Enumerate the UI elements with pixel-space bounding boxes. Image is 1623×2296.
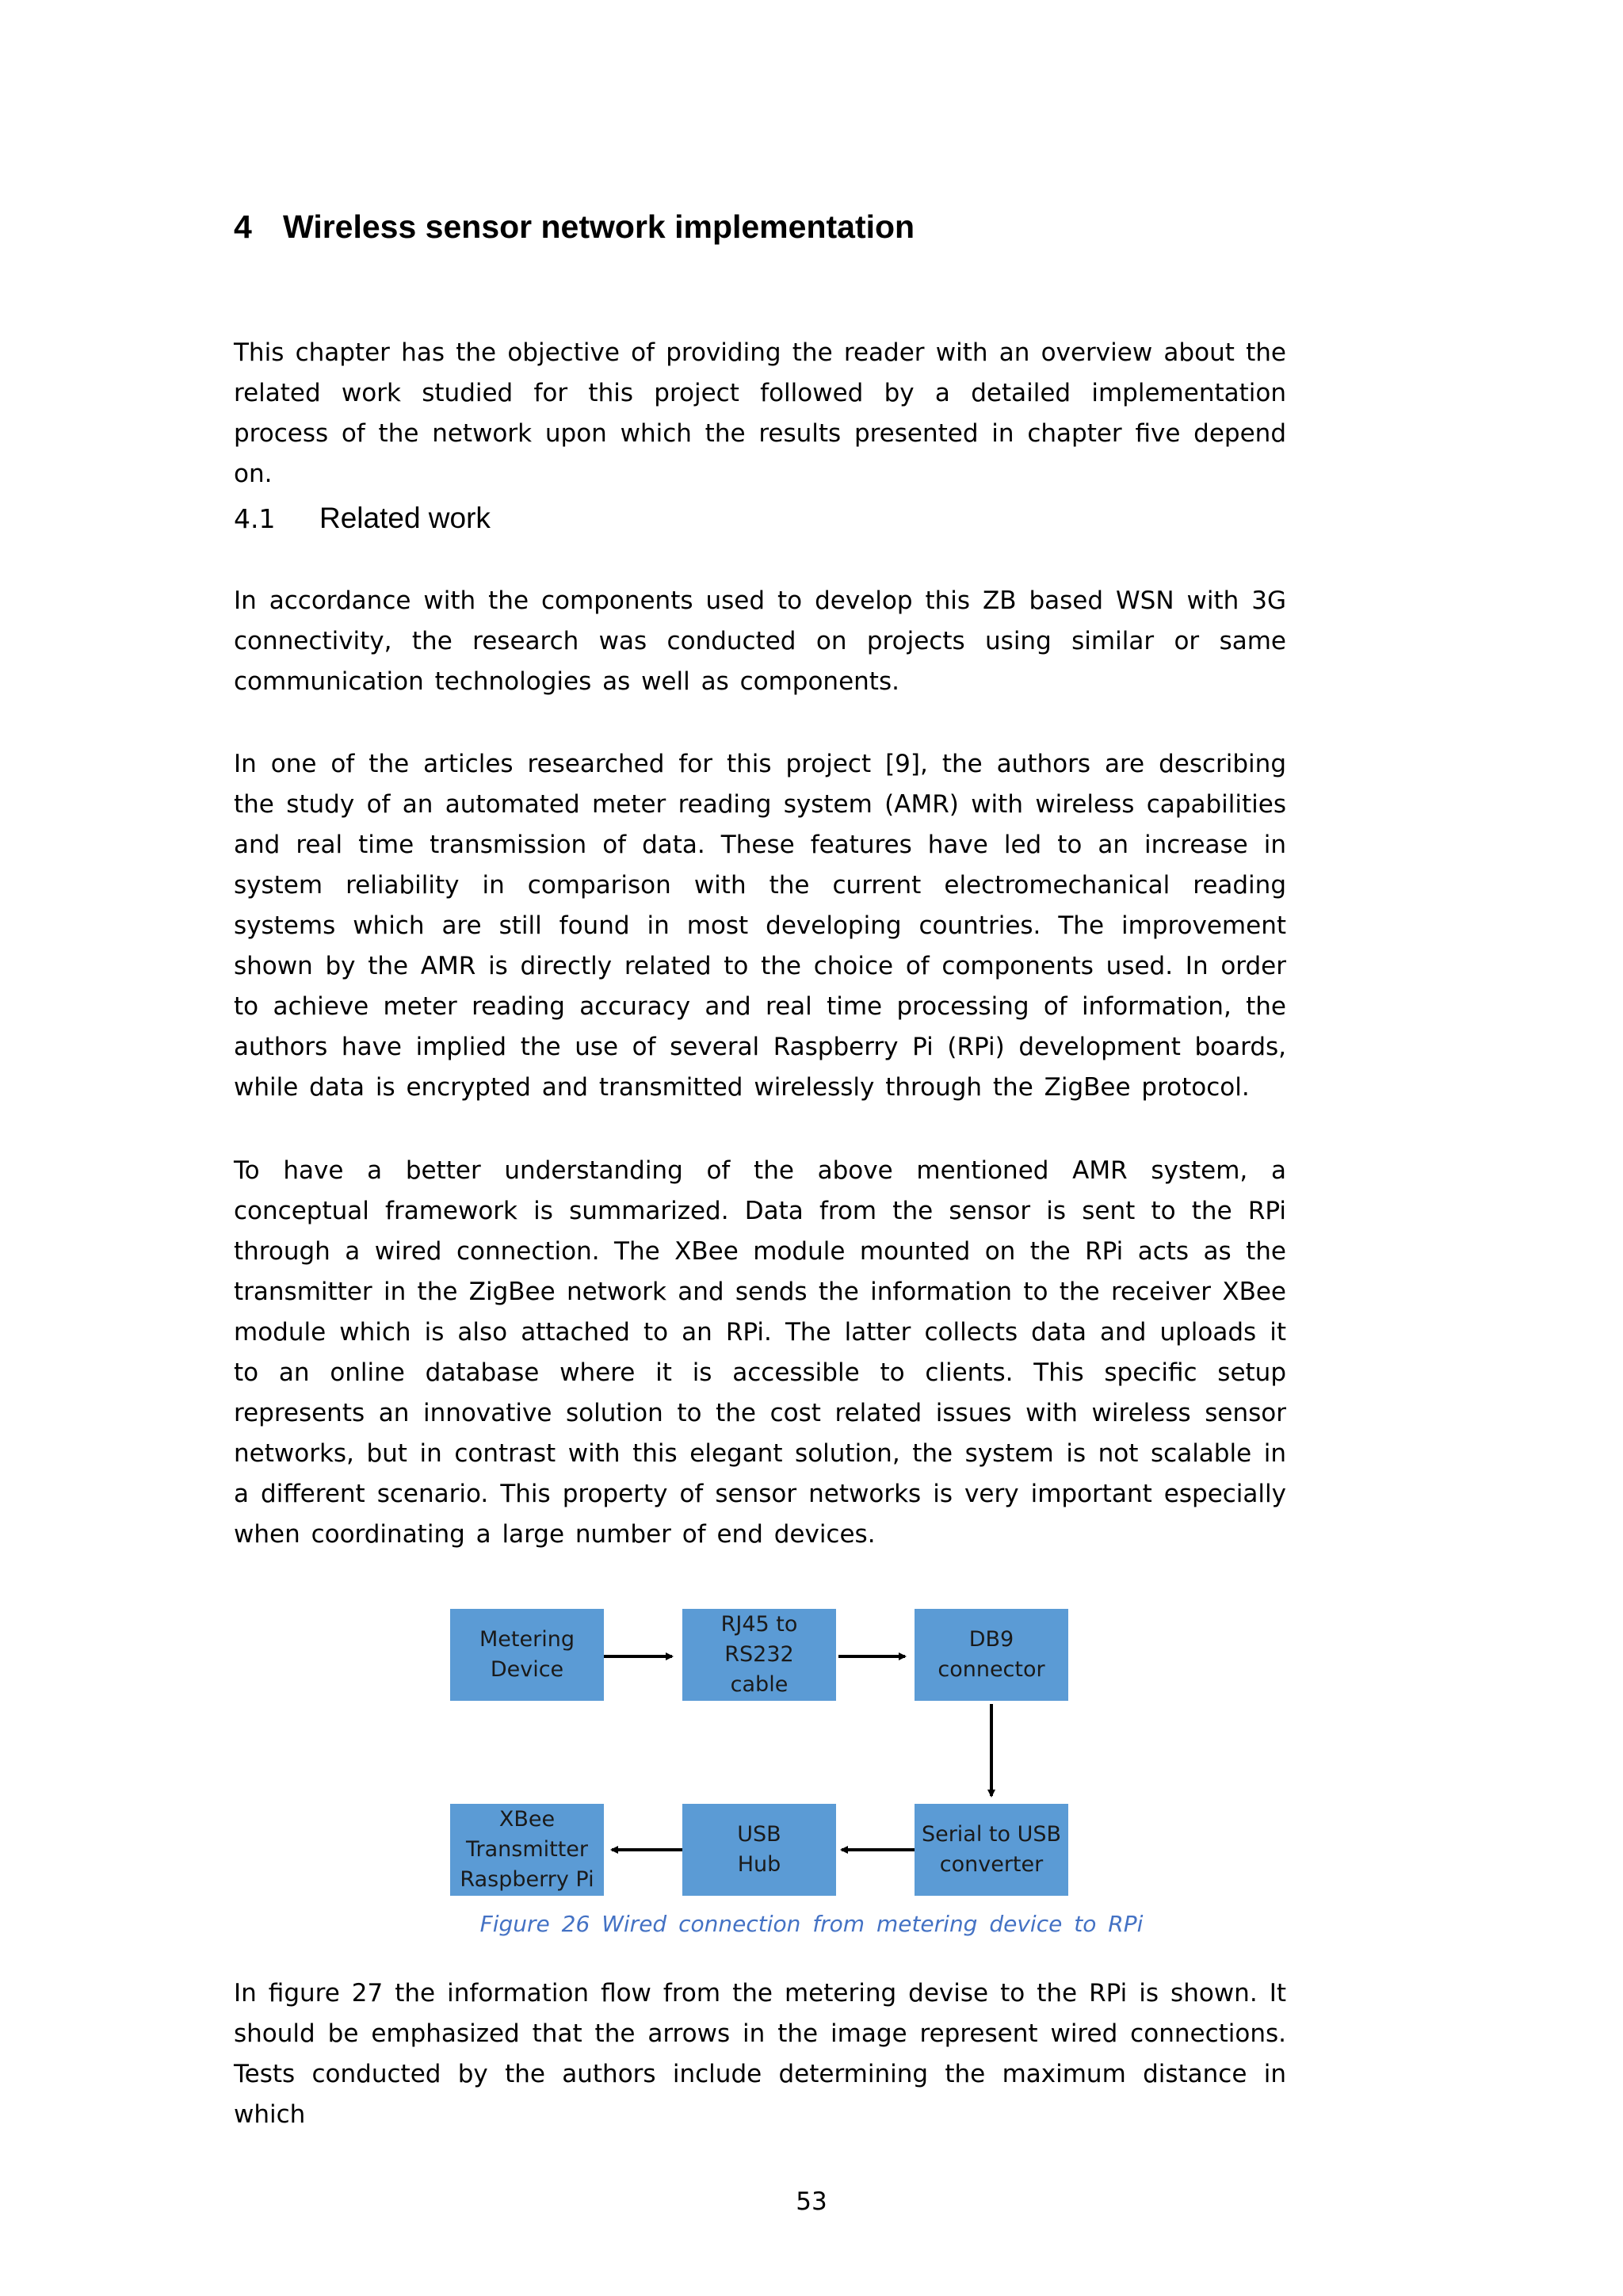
figure-caption: Figure 26 Wired connection from metering device to RPi xyxy=(479,1911,1144,1937)
paragraph-information-flow: In figure 27 the information flow from the metering devise to the RPi is shown. It should be emphasized that the arrows in the image represent wired connections. Tests conducted by the authors include determining the maximum distance in which xyxy=(234,1979,1286,2129)
box-rj45-cable: RJ45 to RS232 cable xyxy=(682,1609,836,1701)
chapter-title: Wireless sensor network implementation xyxy=(283,208,915,245)
chapter-number: 4 xyxy=(234,208,252,245)
page-number: 53 xyxy=(796,2187,827,2216)
wired-connection-diagram xyxy=(444,1593,1078,1902)
section-title: Related work xyxy=(319,502,491,534)
section-number: 4.1 xyxy=(234,503,276,534)
intro-paragraph: This chapter has the objective of providing the reader with an overview about the related work studied for this project followed by a detailed implementation process of the network upon which the results presented in chapter five depend on. xyxy=(234,338,1286,488)
chapter-heading xyxy=(234,204,1343,249)
box-db9-connector: DB9 connector xyxy=(915,1609,1068,1701)
paragraph-conceptual-framework: To have a better understanding of the above mentioned AMR system, a conceptual framework is summarized. Data from the sensor is sent to the RPi through a wired connection. The XBee module mounted on the RPi acts as the transmitter in the ZigBee network and sends the information to the receiver XBee module which is also attached to an RPi. The latter collects data and uploads it to an online database where it is accessible to clients. This specific setup represents an innovative solution to the cost related issues with wireless sensor networks, but in contrast with this elegant solution, the system is not scalable in a different scenario. This property of sensor networks is very important especially when coordinating a large number of end devices. xyxy=(234,1156,1286,1549)
section-heading xyxy=(234,498,1026,540)
box-xbee-transmitter: XBee Transmitter Raspberry Pi xyxy=(450,1804,604,1896)
box-metering-device: Metering Device xyxy=(450,1609,604,1701)
paragraph-related-components: In accordance with the components used to develop this ZB based WSN with 3G connectivity, the research was conducted on projects using similar or same communication technologies as well as components. xyxy=(234,586,1286,696)
box-usb-hub: USB Hub xyxy=(682,1804,836,1896)
box-serial-usb-converter: Serial to USB converter xyxy=(915,1804,1068,1896)
paragraph-amr-study: In one of the articles researched for this project [9], the authors are describing the study of an automated meter reading system (AMR) with wireless capabilities and real time transmission of data. These features have led to an increase in system reliability in comparison with the current electromechanical reading systems which are still found in most developing countries. The improvement shown by the AMR is directly related to the choice of components used. In order to achieve meter reading accuracy and real time processing of information, the authors have implied the use of several Raspberry Pi (RPi) development boards, while data is encrypted and transmitted wirelessly through the ZigBee protocol. xyxy=(234,750,1286,1102)
